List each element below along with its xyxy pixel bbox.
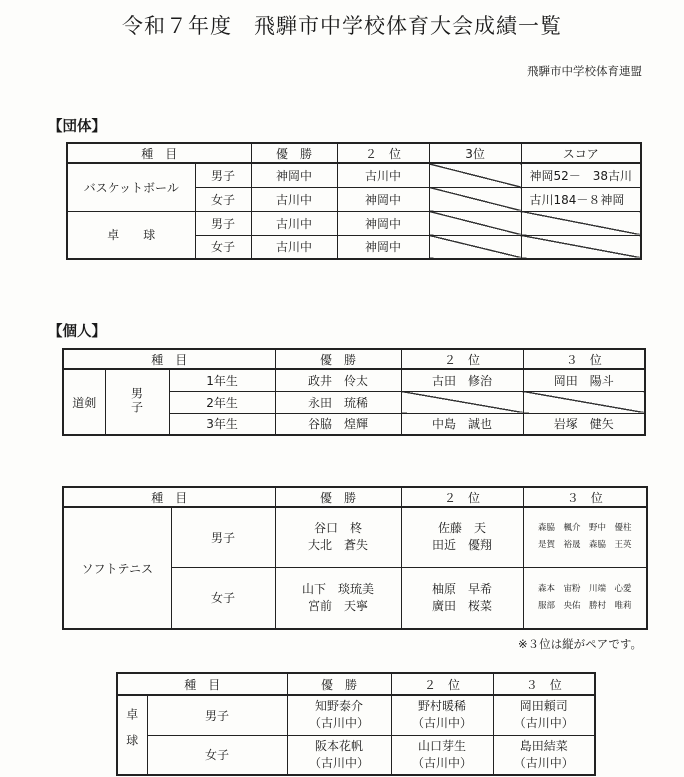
gender-cell: 女子 [147,735,287,775]
third-place-empty-cell [523,391,645,413]
gender-cell [105,369,169,435]
col-header-event: 種 目 [117,673,287,695]
col-header-third: ３ 位 [523,487,647,507]
team-section-label: 【団体】 [48,119,106,135]
second-place-cell: 神岡中 [337,211,429,235]
col-header-first: 優 勝 [275,487,401,507]
second-place-cell: 神岡中 [337,187,429,211]
second-place-cell [391,735,493,775]
col-header-third: ３ 位 [493,673,595,695]
col-header-event: 種 目 [63,349,275,369]
gender-cell: 女子 [171,567,275,629]
kendo-results-table [62,348,646,436]
gender-cell: 男子 [171,507,275,567]
first-place-cell [287,735,391,775]
player-name: 知野泰介 [315,699,364,714]
first-place-cell: 古川中 [251,235,337,259]
grade-cell: 1年生 [169,369,275,391]
gender-cell: 女子 [195,187,251,211]
col-header-third: ３ 位 [523,349,645,369]
third-place-empty-cell [429,187,521,211]
second-place-cell: 古川中 [337,163,429,187]
third-place-cell [493,735,595,775]
gender-cell: 男子 [195,163,251,187]
table-row [67,211,641,235]
first-place-cell: 谷脇 煌輝 [275,413,401,435]
score-empty-cell [521,235,641,259]
player-name: 山下 琰琉美 [302,581,375,596]
col-header-second: ２ 位 [401,487,523,507]
gender-cell: 男子 [195,211,251,235]
gender-cell: 女子 [195,235,251,259]
second-place-cell [391,695,493,735]
player-names-line: 是賀 裕晟 森脇 王英 [538,540,632,551]
second-place-cell [401,507,523,567]
col-header-first: 優 勝 [275,349,401,369]
event-soft-tennis: ソフトテニス [63,507,171,629]
gender-label: 男子 [129,386,144,415]
first-place-cell [275,507,401,567]
player-name: 阪本花帆 [315,738,364,753]
first-place-cell: 政井 伶太 [275,369,401,391]
second-place-cell: 古田 修治 [401,369,523,391]
score-empty-cell [521,211,641,235]
event-table-tennis: 卓 球 [67,211,195,259]
event-table-tennis: 卓球 [124,707,139,760]
col-header-second: ２ 位 [337,143,429,163]
third-place-empty-cell [429,235,521,259]
third-place-empty-cell [429,211,521,235]
col-header-second: ２ 位 [401,349,523,369]
player-name: 宮前 天寧 [308,598,369,613]
grade-cell: 2年生 [169,391,275,413]
col-header-second: ２ 位 [391,673,493,695]
player-school: （古川中） [309,716,370,731]
table-row [117,695,595,735]
player-names-line: 森本 宙粉 川端 心愛 [538,583,632,594]
player-names-line: 服部 央佑 勝村 唯莉 [538,600,632,611]
third-place-cell [523,567,647,629]
document-title: 令和７年度 飛騨市中学校体育大会成績一覧 [122,14,562,38]
table-row [117,735,595,775]
event-cell [117,695,147,775]
first-place-cell: 古川中 [251,187,337,211]
table-row [67,163,641,187]
first-place-cell: 永田 琉稀 [275,391,401,413]
table-row [63,507,647,567]
soft-tennis-results-table [62,486,648,630]
col-header-first: 優 勝 [287,673,391,695]
player-school: （古川中） [309,755,370,770]
team-results-table [66,142,642,260]
player-name: 廣田 桜菜 [432,598,493,613]
first-place-cell [275,567,401,629]
player-names-line: 森脇 楓介 野中 優柱 [538,523,632,534]
event-basketball: バスケットボール [67,163,195,211]
organizer-name: 飛騨市中学校体育連盟 [527,64,642,78]
third-place-empty-cell [429,163,521,187]
col-header-event: 種 目 [67,143,251,163]
col-header-first: 優 勝 [251,143,337,163]
player-name: 谷口 柊 [314,521,363,536]
score-cell: 古川184－８神岡 [521,187,641,211]
grade-cell: 3年生 [169,413,275,435]
second-place-cell: 神岡中 [337,235,429,259]
second-place-cell [401,567,523,629]
table-tennis-results-table [116,672,596,776]
player-name: 岡田頼司 [519,699,568,714]
player-school: （古川中） [412,755,473,770]
col-header-third: 3位 [429,143,521,163]
second-place-empty-cell [401,391,523,413]
player-name: 田近 優翔 [432,538,493,553]
third-place-cell: 岡田 陽斗 [523,369,645,391]
third-place-pair-note: ※３位は縦がペアです。 [517,637,642,651]
player-name: 島田結菜 [519,738,568,753]
player-school: （古川中） [513,716,574,731]
score-cell: 神岡52－ 38古川 [521,163,641,187]
first-place-cell [287,695,391,735]
third-place-cell [523,507,647,567]
gender-cell: 男子 [147,695,287,735]
player-school: （古川中） [412,716,473,731]
player-name: 佐藤 天 [438,521,487,536]
individual-section-label: 【個人】 [48,324,106,340]
col-header-score: スコア [521,143,641,163]
player-name: 山口芽生 [418,738,467,753]
third-place-cell: 岩塚 健矢 [523,413,645,435]
col-header-event: 種 目 [63,487,275,507]
player-name: 大北 蒼失 [308,538,369,553]
event-kendo: 道剣 [63,369,105,435]
second-place-cell: 中島 誠也 [401,413,523,435]
first-place-cell: 古川中 [251,211,337,235]
player-name: 柚原 早希 [432,581,493,596]
table-row [63,369,645,391]
first-place-cell: 神岡中 [251,163,337,187]
third-place-cell [493,695,595,735]
player-name: 野村暖稀 [418,699,467,714]
player-school: （古川中） [513,755,574,770]
